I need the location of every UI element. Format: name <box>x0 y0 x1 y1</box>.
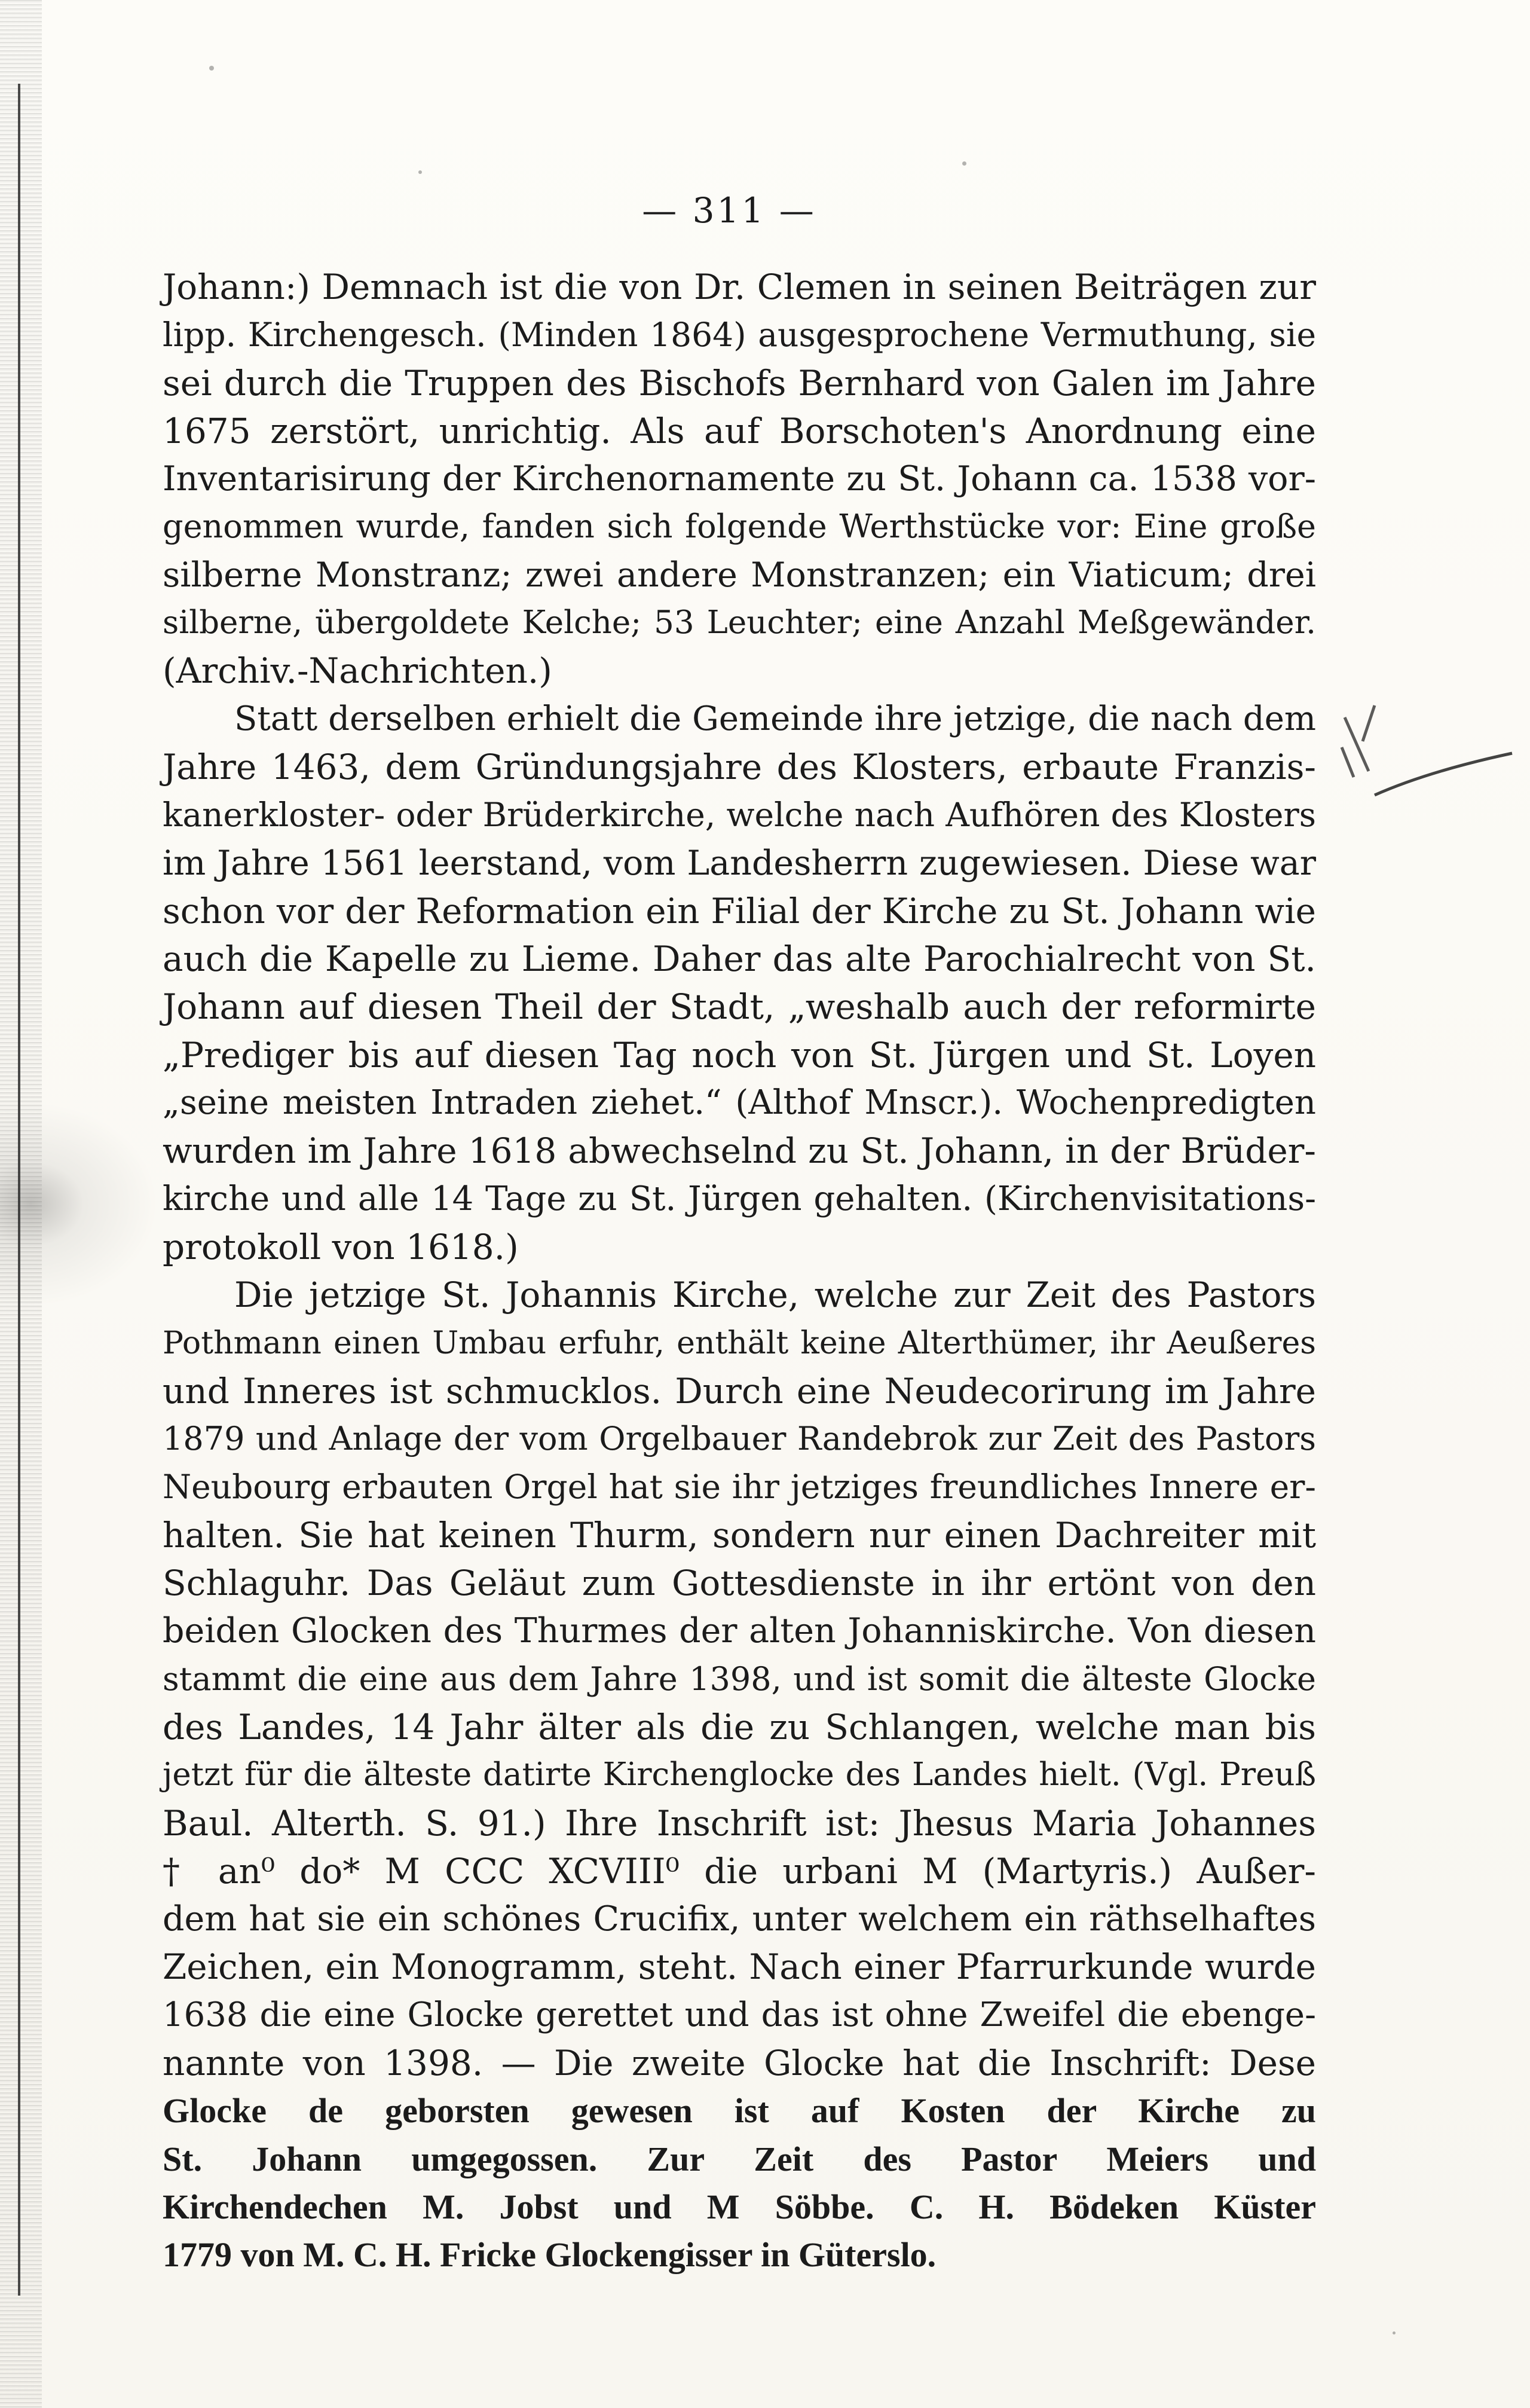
text-line: schon vor der Reformation ein Filial der Kirche zu St. Johann wie <box>163 890 1316 931</box>
text-line: Schlaguhr. Das Geläut zum Gottesdienste in ihr ertönt von den <box>163 1563 1316 1604</box>
paragraph-2 <box>163 695 1316 1272</box>
text-line: auch die Kapelle zu Lieme. Daher das alte Parochialrecht von St. <box>163 939 1316 980</box>
text-line: Pothmann einen Umbau erfuhr, enthält keine Alterthümer, ihr Aeußeres <box>163 1325 1316 1361</box>
text-line: 1675 zerstört, unrichtig. Als auf Borschoten's Anordnung eine <box>163 410 1316 451</box>
text-line: Die jetzige St. Johannis Kirche, welche zur Zeit des Pastors <box>234 1275 1316 1316</box>
text-line: silberne, übergoldete Kelche; 53 Leuchter; eine Anzahl Meßgewänder. <box>163 604 1316 641</box>
text-line: † an⁰ do* M CCC XCVIII⁰ die urbani M (Martyris.) Außer- <box>163 1850 1316 1891</box>
text-line: (Archiv.-Nachrichten.) <box>163 650 552 692</box>
text-line: Neubourg erbauten Orgel hat sie ihr jetziges freundliches Innere er- <box>163 1468 1316 1506</box>
text-line: jetzt für die älteste datirte Kirchenglocke des Landes hielt. (Vgl. Preuß <box>163 1756 1316 1793</box>
text-line: des Landes, 14 Jahr älter als die zu Schlangen, welche man bis <box>163 1706 1316 1747</box>
text-line: im Jahre 1561 leerstand, vom Landesherrn zugewiesen. Diese war <box>163 843 1316 883</box>
text-line: Johann auf diesen Theil der Stadt, „weshalb auch der reformirte <box>163 986 1316 1028</box>
text-line: 1879 und Anlage der vom Orgelbauer Randebrok zur Zeit des Pastors <box>163 1420 1316 1458</box>
paragraph-3 <box>163 1271 1316 2087</box>
text-line: Zeichen, ein Monogramm, steht. Nach einer Pfarrurkunde wurde <box>163 1946 1316 1988</box>
text-line: stammt die eine aus dem Jahre 1398, und ist somit die älteste Glocke <box>163 1660 1316 1698</box>
text-line: Statt derselben erhielt die Gemeinde ihre jetzige, die nach dem <box>234 699 1316 738</box>
inscription-block <box>163 2087 1316 2279</box>
book-spine-shadow <box>0 0 42 2408</box>
paragraph-1 <box>163 263 1316 695</box>
inscription-line: Kirchendechen M. Jobst und M Söbbe. C. H. Bödeken Küster <box>163 2187 1316 2226</box>
text-line: silberne Monstranz; zwei andere Monstranzen; ein Viaticum; drei <box>163 555 1316 595</box>
text-line: wurden im Jahre 1618 abwechselnd zu St. Johann, in der Brüder- <box>163 1130 1316 1172</box>
text-line: Baul. Alterth. S. 91.) Ihre Inschrift ist: Jhesus Maria Johannes <box>163 1802 1316 1844</box>
text-line: nannte von 1398. — Die zweite Glocke hat die Inschrift: Dese <box>163 2042 1316 2083</box>
inscription-line: Glocke de geborsten gewesen ist auf Kosten der Kirche zu <box>163 2091 1316 2131</box>
page-number: — 311 — <box>642 190 816 231</box>
text-line: Inventarisirung der Kirchenornamente zu St. Johann ca. 1538 vor- <box>163 459 1316 499</box>
text-line: und Inneres ist schmucklos. Durch eine Neudecorirung im Jahre <box>163 1370 1316 1411</box>
print-speck <box>209 66 214 71</box>
text-line: 1638 die eine Glocke gerettet und das ist ohne Zweifel die ebenge- <box>163 1995 1316 2034</box>
inscription-line: St. Johann umgegossen. Zur Zeit des Pastor Meiers und <box>163 2139 1316 2178</box>
text-line: „seine meisten Intraden ziehet.“ (Althof Mnscr.). Wochenpredigten <box>163 1083 1316 1123</box>
text-line: sei durch die Truppen des Bischofs Bernhard von Galen im Jahre <box>163 362 1316 404</box>
print-speck <box>1393 2331 1396 2334</box>
body-text <box>163 263 1316 2279</box>
print-speck <box>962 161 966 166</box>
text-line: Johann:) Demnach ist die von Dr. Clemen in seinen Beiträgen zur <box>163 267 1316 307</box>
text-line: beiden Glocken des Thurmes der alten Johanniskirche. Von diesen <box>163 1611 1316 1651</box>
text-line: Jahre 1463, dem Gründungsjahre des Klosters, erbaute Franzis- <box>163 746 1316 787</box>
binding-edge <box>18 84 20 2296</box>
text-line: lipp. Kirchengesch. (Minden 1864) ausgesprochene Vermuthung, sie <box>163 316 1316 355</box>
text-line: kanerkloster- oder Brüderkirche, welche nach Aufhören des Klosters <box>163 796 1316 835</box>
text-line: halten. Sie hat keinen Thurm, sondern nur einen Dachreiter mit <box>163 1514 1316 1556</box>
text-line: dem hat sie ein schönes Crucifix, unter welchem ein räthselhaftes <box>163 1899 1316 1939</box>
inscription-line: 1779 von M. C. H. Fricke Glockengisser in Güterslo. <box>163 2235 937 2275</box>
margin-pencil-mark <box>1339 682 1518 837</box>
print-speck <box>418 170 422 174</box>
text-line: protokoll von 1618.) <box>163 1226 519 1267</box>
text-line: genommen wurde, fanden sich folgende Werthstücke vor: Eine große <box>163 508 1316 546</box>
text-line: „Prediger bis auf diesen Tag noch von St. Jürgen und St. Loyen <box>163 1034 1316 1075</box>
text-line: kirche und alle 14 Tage zu St. Jürgen gehalten. (Kirchenvisitations- <box>163 1179 1316 1218</box>
